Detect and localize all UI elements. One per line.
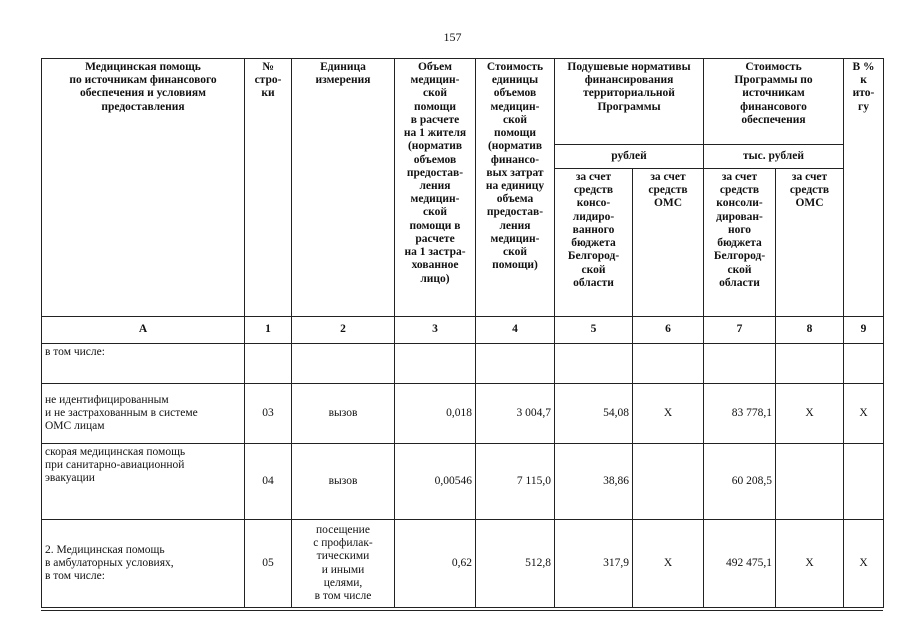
row-line (245, 344, 292, 384)
index-cell: 4 (476, 317, 555, 344)
table-row (42, 444, 884, 520)
row-pc-oms (633, 344, 704, 384)
row-total-budget: 492 475,1 (704, 520, 776, 608)
table-row (42, 520, 884, 608)
row-volume: 0,018 (395, 384, 476, 444)
row-unit: посещение с профилак- тическими и иными целями, в том числе (292, 520, 395, 608)
header-group-per-capita: Подушевые нормативы финансирования территориальной Программы (555, 59, 704, 145)
header-col-3: Объем медицин- ской помощи в расчете на 1 жителя (норматив объемов предостав- ления медицин- ской помощи в расчете на 1 застра- хованное лицо) (395, 59, 476, 317)
row-unit: вызов (292, 384, 395, 444)
table-row (42, 384, 884, 444)
row-volume (395, 344, 476, 384)
row-total-oms: X (776, 384, 844, 444)
row-cost: 7 115,0 (476, 444, 555, 520)
table-row (42, 344, 884, 384)
row-line: 03 (245, 384, 292, 444)
row-pc-oms: X (633, 384, 704, 444)
bottom-rule (41, 610, 883, 611)
index-cell: 5 (555, 317, 633, 344)
row-total-oms (776, 344, 844, 384)
row-name: в том числе: (42, 344, 245, 384)
row-cost: 512,8 (476, 520, 555, 608)
row-cost (476, 344, 555, 384)
row-pc-budget (555, 344, 633, 384)
header-col-2: Единица измерения (292, 59, 395, 317)
row-cost: 3 004,7 (476, 384, 555, 444)
index-cell: 8 (776, 317, 844, 344)
row-name: скорая медицинская помощь при санитарно-авиационной эвакуации (42, 444, 245, 520)
financing-table (41, 58, 884, 608)
row-volume: 0,00546 (395, 444, 476, 520)
row-total-oms (776, 444, 844, 520)
row-percent: X (844, 384, 884, 444)
header-col-a: Медицинская помощь по источникам финансового обеспечения и условиям предоставления (42, 59, 245, 317)
row-unit (292, 344, 395, 384)
row-name: не идентифицированным и не застрахованным в системе ОМС лицам (42, 384, 245, 444)
header-col-6: за счет средств ОМС (633, 169, 704, 317)
header-col-5: за счет средств консо- лидиро- ванного бюджета Белгород- ской области (555, 169, 633, 317)
row-line: 04 (245, 444, 292, 520)
page-number: 157 (443, 30, 462, 44)
row-volume: 0,62 (395, 520, 476, 608)
header-col-8: за счет средств ОМС (776, 169, 844, 317)
row-pc-budget: 54,08 (555, 384, 633, 444)
row-total-budget: 83 778,1 (704, 384, 776, 444)
index-cell: 1 (245, 317, 292, 344)
header-unit-thousand: тыс. рублей (704, 145, 844, 169)
index-cell: 2 (292, 317, 395, 344)
row-pc-budget: 317,9 (555, 520, 633, 608)
row-unit: вызов (292, 444, 395, 520)
row-pc-oms (633, 444, 704, 520)
header-unit-rub: рублей (555, 145, 704, 169)
row-total-budget: 60 208,5 (704, 444, 776, 520)
index-cell: 9 (844, 317, 884, 344)
row-total-budget (704, 344, 776, 384)
row-pc-budget: 38,86 (555, 444, 633, 520)
row-percent (844, 444, 884, 520)
index-cell: 7 (704, 317, 776, 344)
header-group-cost: Стоимость Программы по источникам финансового обеспечения (704, 59, 844, 145)
index-row (42, 317, 884, 344)
row-line: 05 (245, 520, 292, 608)
index-cell: 3 (395, 317, 476, 344)
header-col-4: Стоимость единицы объемов медицин- ской помощи (норматив финансо- вых затрат на единицу объема предостав- ления медицин- ской помощи) (476, 59, 555, 317)
row-pc-oms: X (633, 520, 704, 608)
row-name: 2. Медицинская помощь в амбулаторных условиях, в том числе: (42, 520, 245, 608)
header-col-7: за счет средств консоли- дирован- ного бюджета Белгород- ской области (704, 169, 776, 317)
row-percent (844, 344, 884, 384)
header-col-1: № стро- ки (245, 59, 292, 317)
row-percent: X (844, 520, 884, 608)
index-cell: А (42, 317, 245, 344)
index-cell: 6 (633, 317, 704, 344)
row-total-oms: X (776, 520, 844, 608)
header-col-9: В % к ито- гу (844, 59, 884, 317)
